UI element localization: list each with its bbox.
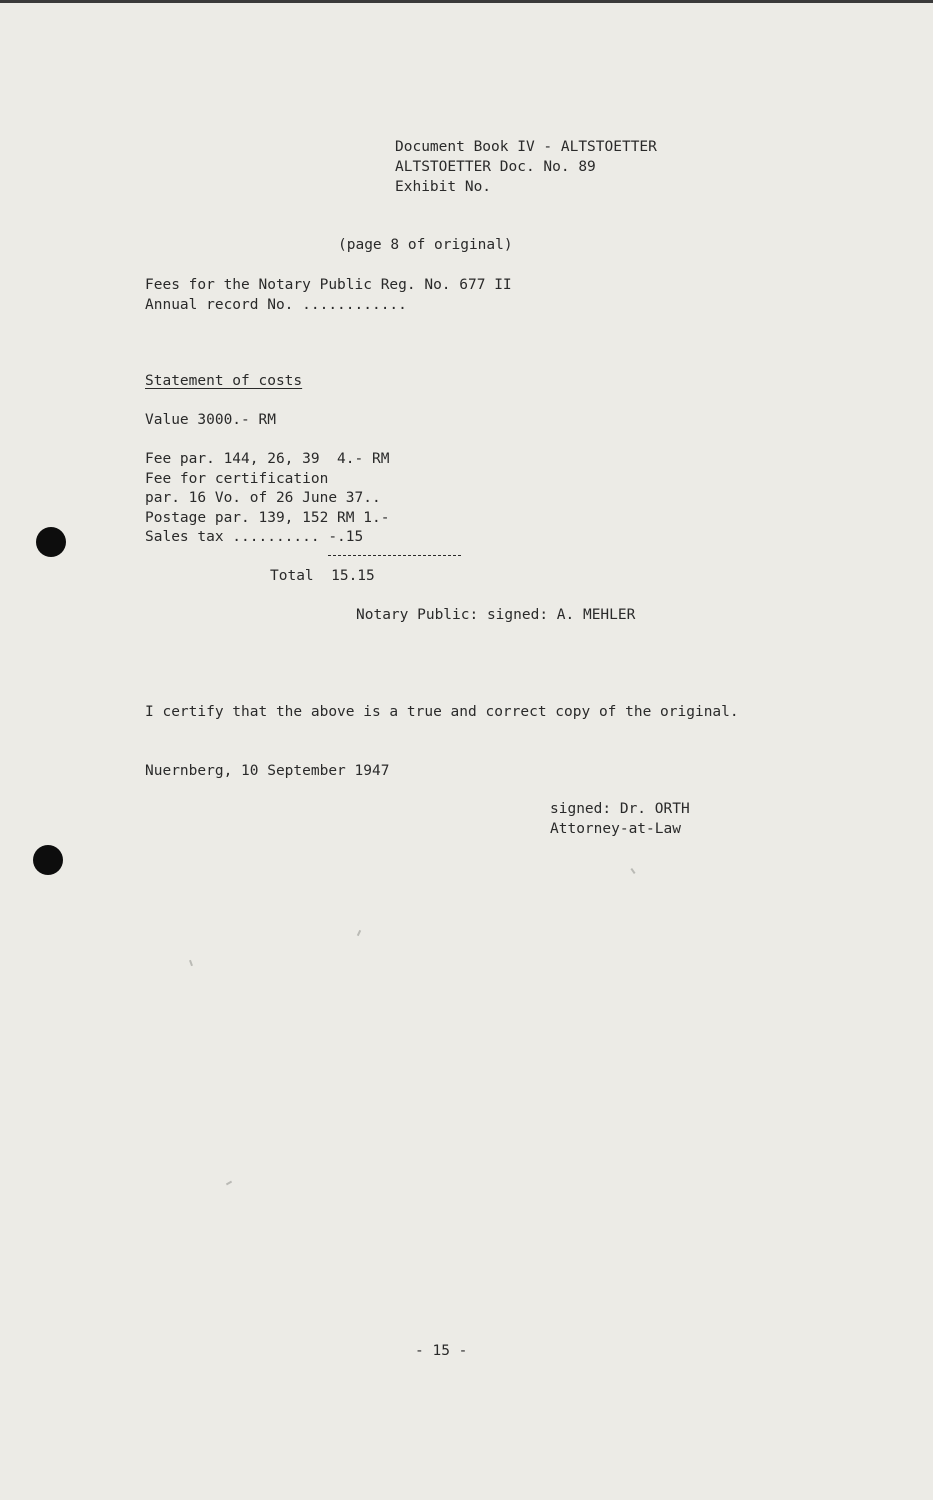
page-top-edge <box>0 0 933 3</box>
certification-statement: I certify that the above is a true and correct copy of the original. <box>145 704 739 720</box>
statement-heading: Statement of costs <box>145 373 303 389</box>
cost-item: Sales tax .......... -.15 <box>145 529 364 545</box>
signer-name: signed: Dr. ORTH <box>550 801 690 817</box>
punch-hole <box>36 527 66 557</box>
cost-item: Fee par. 144, 26, 39 4.- RM <box>145 451 390 467</box>
total-rule <box>328 555 461 556</box>
statement-total: Total 15.15 <box>270 568 375 584</box>
statement-value: Value 3000.- RM <box>145 412 276 428</box>
page-reference: (page 8 of original) <box>338 237 513 253</box>
place-date: Nuernberg, 10 September 1947 <box>145 763 390 779</box>
paper-speck <box>630 868 635 874</box>
cost-item: Postage par. 139, 152 RM 1.- <box>145 510 390 526</box>
header-doc-number: ALTSTOETTER Doc. No. 89 <box>395 159 596 175</box>
paper-speck <box>357 930 361 936</box>
notary-signature: Notary Public: signed: A. MEHLER <box>356 607 636 623</box>
header-document-book: Document Book IV - ALTSTOETTER <box>395 139 657 155</box>
signer-title: Attorney-at-Law <box>550 821 681 837</box>
punch-hole <box>33 845 63 875</box>
fees-annual-record: Annual record No. ............ <box>145 297 407 313</box>
paper-speck <box>189 960 193 966</box>
fees-notary-reg: Fees for the Notary Public Reg. No. 677 II <box>145 277 512 293</box>
cost-item: Fee for certification <box>145 471 329 487</box>
paper-speck <box>226 1181 232 1186</box>
header-exhibit: Exhibit No. <box>395 179 492 195</box>
cost-item: par. 16 Vo. of 26 June 37.. <box>145 490 381 506</box>
page-number: - 15 - <box>415 1343 468 1359</box>
